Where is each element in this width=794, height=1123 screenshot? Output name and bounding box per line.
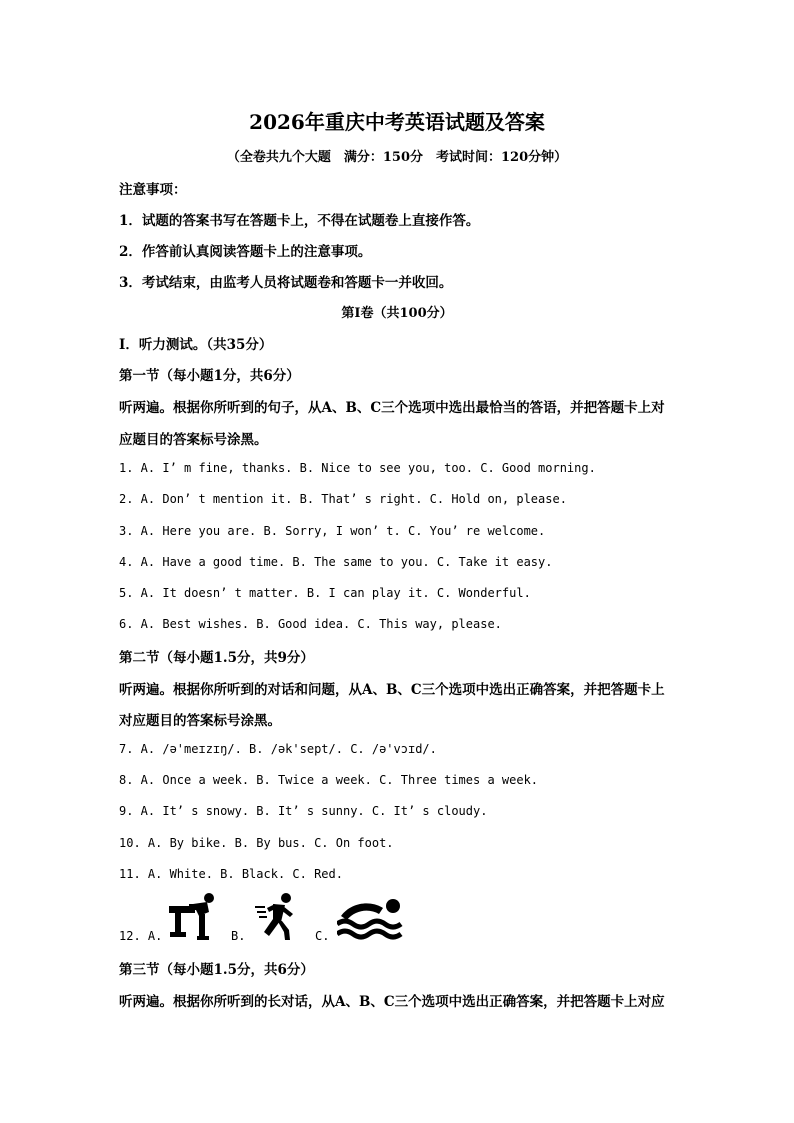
question-12 — [119, 888, 419, 948]
swimming-icon — [337, 898, 403, 940]
question-item: 6. A. Best wishes. B. Good idea. C. This way, please. — [119, 617, 502, 631]
question-item: 2. A. Don’ t mention it. B. That’ s right. C. Hold on, please. — [119, 492, 567, 506]
question-item: 9. A. It’ s snowy. B. It’ s sunny. C. It’ s cloudy. — [119, 804, 488, 818]
section-instruction: 听两遍。根据你所听到的对话和问题，从A、B、C三个选项中选出正确答案，并把答题卡上 — [119, 682, 665, 698]
section-heading: 第三节（每小题1.5分，共6分） — [119, 962, 314, 978]
notice-heading: 注意事项： — [119, 182, 187, 198]
question-item: 10. A. By bike. B. By bus. C. On foot. — [119, 836, 394, 850]
volume-heading: 第Ⅰ卷（共100分） — [341, 306, 453, 321]
section-instruction: 应题目的答案标号涂黑。 — [119, 432, 268, 448]
option-c-label: C. — [315, 929, 330, 943]
part-heading: Ⅰ．听力测试。（共35分） — [119, 337, 273, 353]
hurdling-icon — [169, 892, 217, 942]
question-item: 7. A. /ə'meɪzɪŋ/. B. /ək'sept/. C. /ə'vɔɪd/. — [119, 742, 437, 756]
notice-item: 1．试题的答案书写在答题卡上，不得在试题卷上直接作答。 — [119, 213, 480, 229]
question-item: 5. A. It doesn’ t matter. B. I can play it. C. Wonderful. — [119, 586, 531, 600]
section-instruction: 听两遍。根据你所听到的长对话，从A、B、C三个选项中选出正确答案，并把答题卡上对应 — [119, 994, 665, 1010]
option-b-label: B. — [231, 929, 246, 943]
page-title: 2026年重庆中考英语试题及答案 — [249, 110, 545, 134]
section-heading: 第一节（每小题1分，共6分） — [119, 368, 300, 384]
section-heading: 第二节（每小题1.5分，共9分） — [119, 650, 314, 666]
notice-item: 2．作答前认真阅读答题卡上的注意事项。 — [119, 244, 372, 260]
section-instruction: 对应题目的答案标号涂黑。 — [119, 713, 281, 729]
page-subtitle: （全卷共九个大题 满分：150分 考试时间：120分钟） — [226, 150, 568, 165]
question-item: 8. A. Once a week. B. Twice a week. C. Three times a week. — [119, 773, 539, 787]
question-number: 12. A. — [119, 929, 163, 943]
running-icon — [253, 892, 301, 942]
notice-item: 3．考试结束，由监考人员将试题卷和答题卡一并收回。 — [119, 275, 453, 291]
section-instruction: 听两遍。根据你所听到的句子，从A、B、C三个选项中选出最恰当的答语，并把答题卡上对 — [119, 400, 665, 416]
question-item: 11. A. White. B. Black. C. Red. — [119, 867, 343, 881]
question-item: 1. A. I’ m fine, thanks. B. Nice to see you, too. C. Good morning. — [119, 461, 596, 475]
question-item: 3. A. Here you are. B. Sorry, I won’ t. C. You’ re welcome. — [119, 524, 546, 538]
question-item: 4. A. Have a good time. B. The same to you. C. Take it easy. — [119, 555, 553, 569]
